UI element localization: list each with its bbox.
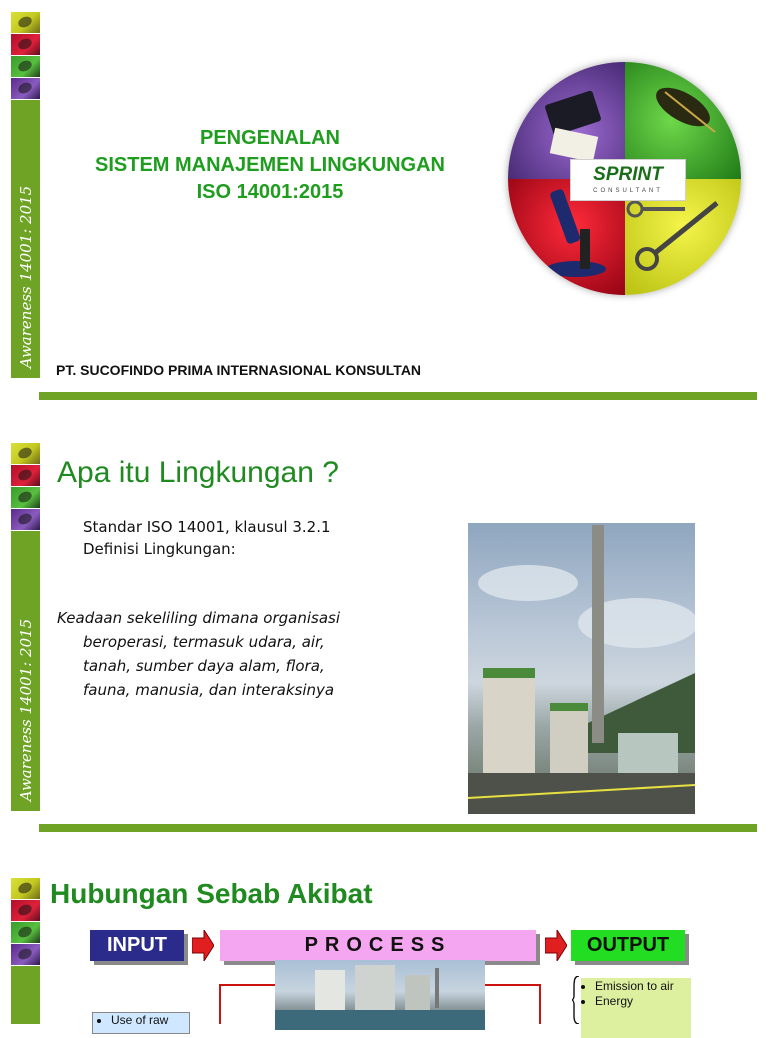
- arrow-right-icon: [545, 930, 567, 961]
- title-line: ISO 14001:2015: [196, 181, 344, 203]
- thumbnail-stack: [11, 443, 40, 531]
- definition-line: Standar ISO 14001, klausul 3.2.1: [83, 518, 331, 536]
- definition-text: [83, 516, 331, 560]
- list-item: • Energy: [595, 995, 691, 1008]
- list-item: • Use of raw: [111, 1013, 189, 1027]
- title-line: SISTEM MANAJEMEN LINGKUNGAN: [94, 154, 445, 176]
- factory-photo: [468, 523, 695, 814]
- definition-line: Definisi Lingkungan:: [83, 540, 236, 558]
- body-line: tanah, sumber daya alam, flora,: [83, 657, 325, 675]
- sidebar-vertical-label: Awareness 14001: 2015: [16, 185, 35, 369]
- thumbnail-stack: [11, 12, 40, 100]
- thumbnail-icon: [11, 56, 40, 77]
- sidebar-green-bar: [11, 100, 40, 378]
- thumbnail-icon: [11, 78, 40, 99]
- list-item: • Emission to air: [595, 980, 691, 993]
- slide-title: Hubungan Sebab Akibat: [50, 878, 373, 909]
- connector-line: [219, 984, 221, 1024]
- sprint-logo: [508, 62, 741, 295]
- thumbnail-icon: [11, 878, 40, 899]
- thumbnail-icon: [11, 465, 40, 486]
- sidebar-strip: [11, 878, 40, 1024]
- sidebar-strip: [11, 443, 40, 811]
- thumbnail-icon: [11, 922, 40, 943]
- brace-icon: [572, 976, 580, 1024]
- title-line: PENGENALAN: [199, 127, 340, 149]
- connector-line: [485, 984, 541, 986]
- thumbnail-icon: [11, 34, 40, 55]
- output-box: OUTPUT: [571, 930, 685, 961]
- thumbnail-icon: [11, 487, 40, 508]
- thumbnail-icon: [11, 509, 40, 530]
- slide-bottom-rule: [39, 824, 757, 832]
- sidebar-vertical-label: Awareness 14001: 2015: [16, 618, 35, 802]
- output-list: [581, 978, 691, 1038]
- body-line: Keadaan sekeliling dimana organisasi: [57, 609, 341, 627]
- definition-body: [57, 606, 377, 702]
- sidebar-green-bar: [11, 531, 40, 811]
- sidebar-green-bar: [11, 966, 40, 1024]
- arrow-right-icon: [192, 930, 214, 961]
- thumbnail-icon: [11, 900, 40, 921]
- connector-line: [539, 984, 541, 1024]
- logo-badge: [570, 159, 686, 201]
- thumbnail-stack: [11, 878, 40, 966]
- logo-brand-text: SPRINT: [593, 164, 663, 185]
- body-line: fauna, manusia, dan interaksinya: [83, 681, 335, 699]
- sidebar-strip: [11, 12, 40, 378]
- slide-1: [0, 0, 768, 410]
- slide-title: Apa itu Lingkungan ?: [57, 456, 339, 489]
- slide-title: [44, 125, 496, 206]
- thumbnail-icon: [11, 443, 40, 464]
- plant-photo: [275, 960, 485, 1030]
- input-list: [92, 1012, 190, 1034]
- slide-bottom-rule: [39, 392, 757, 400]
- connector-line: [219, 984, 275, 986]
- body-line: beroperasi, termasuk udara, air,: [83, 633, 325, 651]
- thumbnail-icon: [11, 944, 40, 965]
- input-box: INPUT: [90, 930, 184, 961]
- thumbnail-icon: [11, 12, 40, 33]
- company-name: PT. SUCOFINDO PRIMA INTERNASIONAL KONSULTAN: [56, 362, 422, 378]
- logo-subtitle-text: CONSULTANT: [593, 188, 663, 194]
- process-box: PROCESS: [220, 930, 536, 961]
